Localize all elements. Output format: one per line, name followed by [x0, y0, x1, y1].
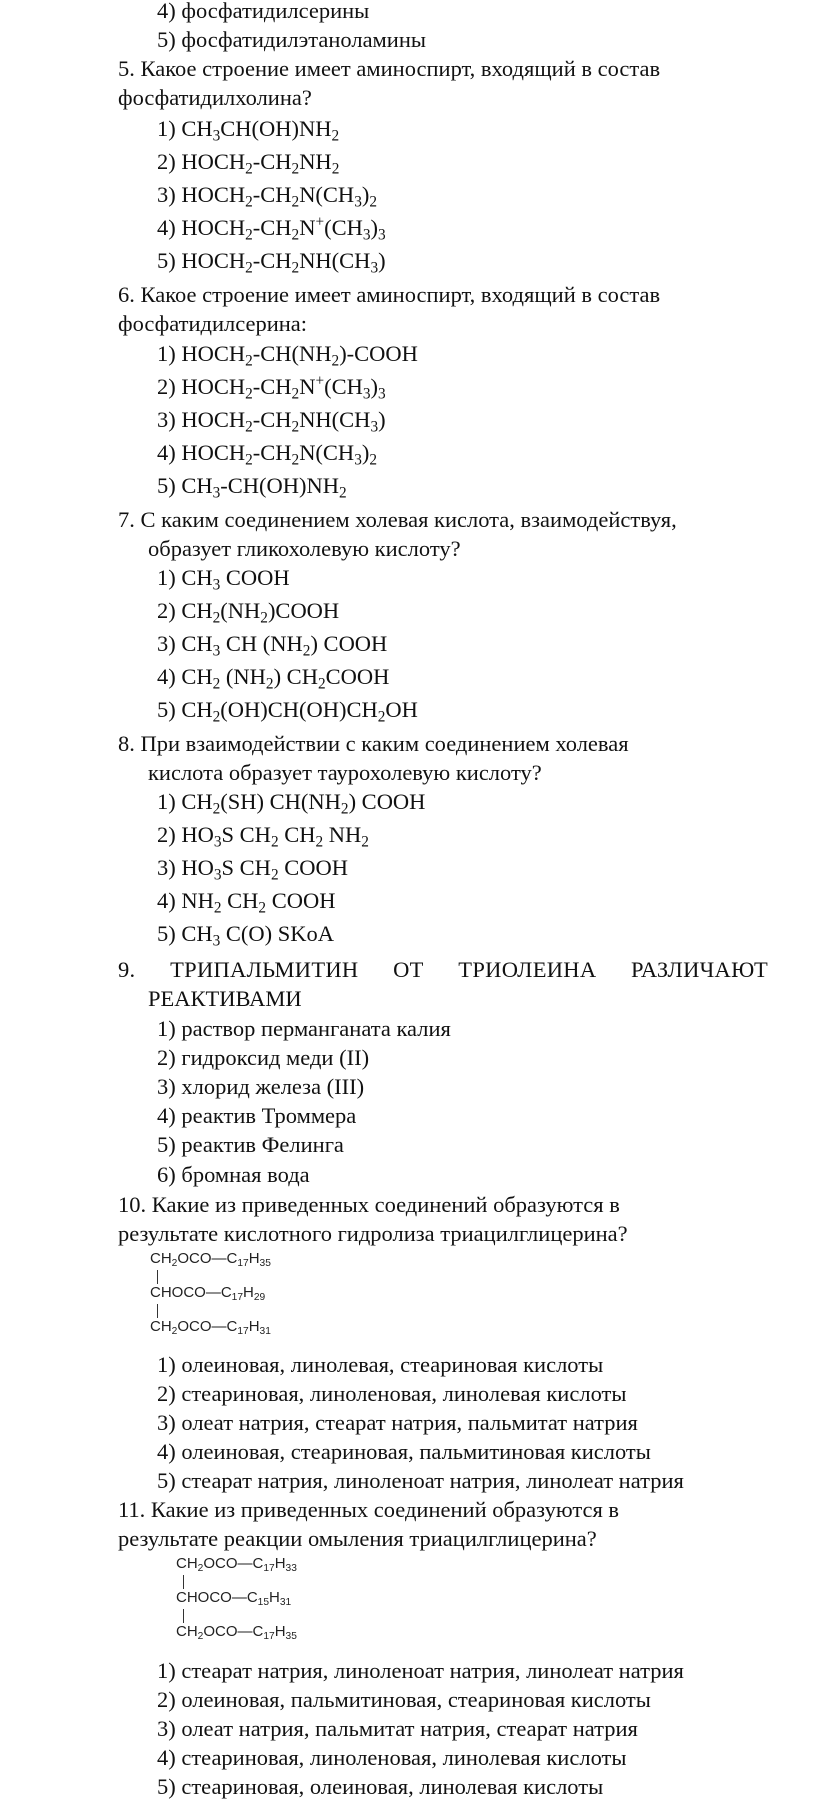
q11-formula-bond-1	[183, 1575, 184, 1589]
question-6-text: 6. Какое строение имеет аминоспирт, входящий в состав	[118, 282, 661, 307]
question-10-text-cont: результате кислотного гидролиза триацилглицерина?	[118, 1221, 628, 1246]
q11-option-4: 4) стеариновая, линоленовая, линолевая кислоты	[157, 1745, 627, 1770]
q6-option-1: 1) $HOCH_2-CH(NH_2)$-COOH	[157, 341, 418, 370]
q10-formula-row-1: $CH_2OCO—C_{17}H_{35}$	[150, 1250, 271, 1269]
q9-word-1: 9.	[118, 957, 136, 982]
q8-option-4: 4) $NH_2$ $CH_2$ COOH	[157, 888, 336, 917]
q5-option-5: 5) $HOCH_2-CH_2NH(CH_3)$	[157, 248, 386, 277]
q10-option-2: 2) стеариновая, линоленовая, линолевая кислоты	[157, 1381, 627, 1406]
top-option-4: 4) фосфатидилсерины	[157, 0, 370, 23]
q8-option-3: 3) $HO_3S$ $CH_2$ COOH	[157, 855, 348, 884]
q10-option-3: 3) олеат натрия, стеарат натрия, пальмитат натрия	[157, 1410, 638, 1435]
q10-formula-row-2: $CHOCO—C_{17}H_{29}$	[150, 1284, 266, 1303]
q9-word-5: РАЗЛИЧАЮТ	[631, 957, 768, 982]
q9-word-2: ТРИПАЛЬМИТИН	[170, 957, 359, 982]
q7-option-4: 4) $CH_2$ $(NH_2)$ $CH_2COOH$	[157, 664, 390, 693]
q11-formula-row-1: $CH_2OCO—C_{17}H_{33}$	[176, 1555, 297, 1574]
question-9-text-cont: РЕАКТИВАМИ	[148, 986, 302, 1011]
q11-structural-formula	[176, 1553, 356, 1649]
q7-option-1: 1) $CH_3$ COOH	[157, 565, 290, 594]
q6-option-2: 2) $HOCH_2-CH_2N^+(CH_3)_3$	[157, 372, 386, 403]
q7-option-5: 5) $CH_2(OH)CH(OH)CH_2OH$	[157, 697, 418, 726]
q10-formula-row-3: $CH_2OCO—C_{17}H_{31}$	[150, 1318, 271, 1337]
q8-option-5: 5) $CH_3$ C(O) SKoA	[157, 921, 335, 950]
q10-structural-formula	[150, 1248, 330, 1344]
q9-option-2: 2) гидроксид меди (II)	[157, 1045, 370, 1070]
q9-word-3: ОТ	[393, 957, 424, 982]
q9-option-3: 3) хлорид железа (III)	[157, 1074, 365, 1099]
q11-option-3: 3) олеат натрия, пальмитат натрия, стеарат натрия	[157, 1716, 638, 1741]
question-11-text-cont: результате реакции омыления триацилглицерина?	[118, 1526, 597, 1551]
q10-option-4: 4) олеиновая, стеариновая, пальмитиновая кислоты	[157, 1439, 651, 1464]
q5-option-2: 2) $HOCH_2-CH_2NH_2$	[157, 149, 340, 178]
question-7-text-cont: образует гликохолевую кислоту?	[148, 536, 461, 561]
q6-option-3: 3) $HOCH_2-CH_2NH(CH_3)$	[157, 407, 386, 436]
top-option-5: 5) фосфатидилэтаноламины	[157, 27, 426, 52]
q9-option-5: 5) реактив Фелинга	[157, 1132, 344, 1157]
q7-option-2: 2) $CH_2(NH_2)COOH$	[157, 598, 340, 627]
q11-formula-row-2: $CHOCO—C_{15}H_{31}$	[176, 1589, 292, 1608]
question-10-text: 10. Какие из приведенных соединений образуются в	[118, 1192, 620, 1217]
q5-option-1: 1) $CH_3CH(OH)NH_2$	[157, 116, 340, 145]
q11-option-1: 1) стеарат натрия, линоленоат натрия, линолеат натрия	[157, 1658, 684, 1683]
q5-option-3: 3) $HOCH_2-CH_2N(CH_3)_2$	[157, 182, 377, 211]
q8-option-1: 1) $CH_2(SH)$ $CH(NH_2)$ COOH	[157, 789, 426, 818]
q10-formula-bond-2	[157, 1304, 158, 1318]
q10-formula-bond-1	[157, 1270, 158, 1284]
q11-option-2: 2) олеиновая, пальмитиновая, стеариновая кислоты	[157, 1687, 651, 1712]
q8-option-2: 2) $HO_3S$ $CH_2$ $CH_2$ $NH_2$	[157, 822, 369, 851]
q9-option-6: 6) бромная вода	[157, 1162, 310, 1187]
question-8-text-cont: кислота образует таурохолевую кислоту?	[148, 760, 542, 785]
q7-option-3: 3) $CH_3$ CH $(NH_2)$ COOH	[157, 631, 388, 660]
question-8-text: 8. При взаимодействии с каким соединением холевая	[118, 731, 629, 756]
q10-option-1: 1) олеиновая, линолевая, стеариновая кислоты	[157, 1352, 604, 1377]
question-11-text: 11. Какие из приведенных соединений образуются в	[118, 1497, 620, 1522]
q6-option-5: 5) $CH_3-CH(OH)NH_2$	[157, 473, 347, 502]
q10-option-5: 5) стеарат натрия, линоленоат натрия, линолеат натрия	[157, 1468, 684, 1493]
question-5-text: 5. Какое строение имеет аминоспирт, входящий в состав	[118, 56, 661, 81]
q6-option-4: 4) $HOCH_2-CH_2N(CH_3)_2$	[157, 440, 377, 469]
question-5-text-cont: фосфатидилхолина?	[118, 85, 312, 110]
q9-option-1: 1) раствор перманганата калия	[157, 1016, 451, 1041]
q9-word-4: ТРИОЛЕИНА	[458, 957, 597, 982]
question-7-text: 7. С каким соединением холевая кислота, взаимодействуя,	[118, 507, 677, 532]
q11-formula-row-3: $CH_2OCO—C_{17}H_{35}$	[176, 1623, 297, 1642]
question-6-text-cont: фосфатидилсерина:	[118, 311, 308, 336]
q11-formula-bond-2	[183, 1609, 184, 1623]
q11-option-5: 5) стеариновая, олеиновая, линолевая кислоты	[157, 1774, 604, 1799]
question-9-text	[118, 955, 768, 984]
q9-option-4: 4) реактив Троммера	[157, 1103, 357, 1128]
q5-option-4: 4) $HOCH_2-CH_2N^+(CH_3)_3$	[157, 213, 386, 244]
